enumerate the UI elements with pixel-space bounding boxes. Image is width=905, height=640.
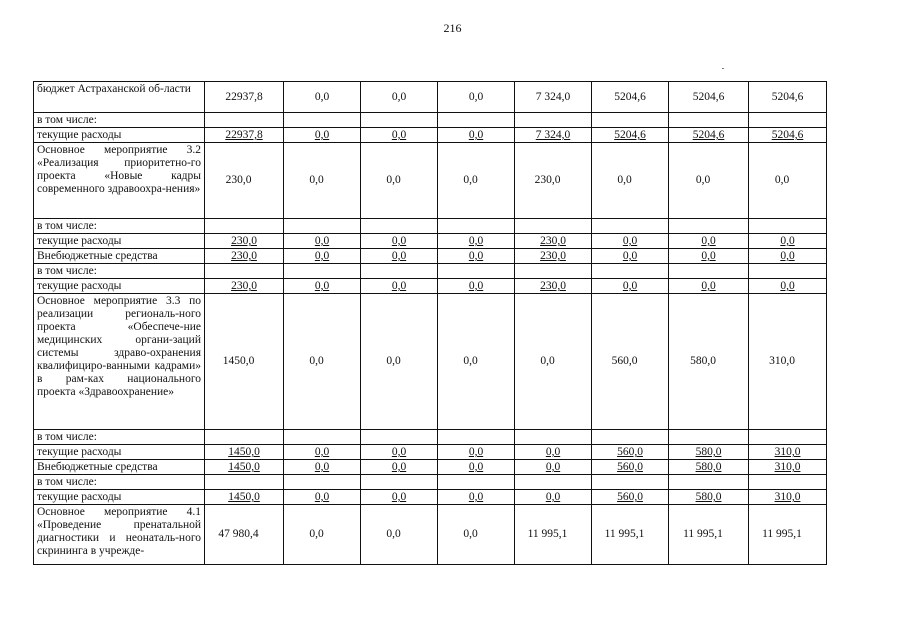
row-label: Основное мероприятие 4.1 «Проведение пренатальной диагностики и неонаталь-ного скрининга в учрежде- <box>34 505 205 565</box>
value-cell <box>284 264 361 279</box>
row-label: Основное мероприятие 3.3 по реализации региональ-ного проекта «Обеспече-ние медицинских органи-заций системы здраво-охранения квалифициро-ванными кадрами» в рам-ках национального проекта «Здравоохранение» <box>34 294 205 430</box>
value-cell <box>361 113 438 128</box>
value-cell: 310,0 <box>749 460 827 475</box>
row-label: Внебюджетные средства <box>34 249 205 264</box>
value-cell: 11 995,1 <box>592 505 669 565</box>
value-cell <box>284 430 361 445</box>
value-cell <box>592 475 669 490</box>
scan-speck <box>722 68 724 69</box>
value-cell <box>284 113 361 128</box>
value-cell: 0,0 <box>361 460 438 475</box>
value-cell <box>361 430 438 445</box>
value-cell <box>592 219 669 234</box>
value-cell <box>669 113 749 128</box>
value-cell <box>515 475 592 490</box>
value-cell <box>205 475 284 490</box>
budget-table <box>33 81 827 565</box>
value-cell: 0,0 <box>284 143 361 219</box>
value-cell: 5204,6 <box>592 128 669 143</box>
value-cell: 22937,8 <box>205 128 284 143</box>
value-cell: 230,0 <box>205 143 284 219</box>
value-cell: 0,0 <box>361 490 438 505</box>
value-cell: 230,0 <box>205 234 284 249</box>
value-cell: 310,0 <box>749 294 827 430</box>
value-cell: 7 324,0 <box>515 82 592 113</box>
value-cell: 5204,6 <box>592 82 669 113</box>
value-cell: 0,0 <box>438 460 515 475</box>
value-cell: 0,0 <box>438 279 515 294</box>
value-cell: 0,0 <box>284 279 361 294</box>
value-cell: 0,0 <box>438 490 515 505</box>
table-row <box>34 143 827 219</box>
value-cell: 0,0 <box>438 505 515 565</box>
value-cell: 0,0 <box>438 445 515 460</box>
value-cell: 0,0 <box>669 143 749 219</box>
table-row <box>34 113 827 128</box>
value-cell: 0,0 <box>749 234 827 249</box>
value-cell: 0,0 <box>749 143 827 219</box>
value-cell: 230,0 <box>205 249 284 264</box>
value-cell <box>515 113 592 128</box>
value-cell: 5204,6 <box>749 82 827 113</box>
value-cell: 230,0 <box>205 279 284 294</box>
value-cell: 0,0 <box>284 445 361 460</box>
table-row <box>34 430 827 445</box>
value-cell <box>205 264 284 279</box>
table-row <box>34 219 827 234</box>
value-cell: 11 995,1 <box>749 505 827 565</box>
value-cell: 230,0 <box>515 249 592 264</box>
value-cell: 0,0 <box>284 490 361 505</box>
value-cell: 580,0 <box>669 460 749 475</box>
value-cell: 0,0 <box>438 234 515 249</box>
value-cell <box>361 219 438 234</box>
value-cell: 0,0 <box>438 294 515 430</box>
row-label: текущие расходы <box>34 234 205 249</box>
value-cell: 310,0 <box>749 490 827 505</box>
value-cell: 0,0 <box>284 234 361 249</box>
value-cell: 230,0 <box>515 279 592 294</box>
value-cell <box>749 264 827 279</box>
value-cell: 1450,0 <box>205 294 284 430</box>
row-label: в том числе: <box>34 430 205 445</box>
value-cell <box>205 113 284 128</box>
value-cell: 0,0 <box>592 143 669 219</box>
value-cell: 0,0 <box>515 445 592 460</box>
value-cell: 0,0 <box>361 234 438 249</box>
value-cell: 0,0 <box>515 294 592 430</box>
value-cell <box>669 475 749 490</box>
row-label: бюджет Астраханской об-ласти <box>34 82 205 113</box>
value-cell: 47 980,4 <box>205 505 284 565</box>
value-cell: 7 324,0 <box>515 128 592 143</box>
value-cell <box>205 219 284 234</box>
value-cell <box>515 264 592 279</box>
value-cell <box>438 219 515 234</box>
value-cell: 0,0 <box>361 143 438 219</box>
value-cell: 230,0 <box>515 234 592 249</box>
table-row <box>34 82 827 113</box>
value-cell: 0,0 <box>669 279 749 294</box>
value-cell: 310,0 <box>749 445 827 460</box>
value-cell <box>669 264 749 279</box>
row-label: текущие расходы <box>34 490 205 505</box>
value-cell: 0,0 <box>749 279 827 294</box>
value-cell <box>669 219 749 234</box>
value-cell <box>284 219 361 234</box>
value-cell: 0,0 <box>284 82 361 113</box>
value-cell: 0,0 <box>361 445 438 460</box>
value-cell: 0,0 <box>438 128 515 143</box>
value-cell: 0,0 <box>361 294 438 430</box>
value-cell: 0,0 <box>284 294 361 430</box>
value-cell: 0,0 <box>592 279 669 294</box>
value-cell: 0,0 <box>361 82 438 113</box>
value-cell: 580,0 <box>669 445 749 460</box>
value-cell: 0,0 <box>438 143 515 219</box>
value-cell <box>592 113 669 128</box>
value-cell: 580,0 <box>669 490 749 505</box>
value-cell: 0,0 <box>592 249 669 264</box>
value-cell: 11 995,1 <box>515 505 592 565</box>
table-row <box>34 505 827 565</box>
value-cell: 230,0 <box>515 143 592 219</box>
value-cell: 0,0 <box>284 249 361 264</box>
value-cell <box>361 475 438 490</box>
value-cell: 11 995,1 <box>669 505 749 565</box>
table-row <box>34 128 827 143</box>
value-cell: 0,0 <box>438 249 515 264</box>
value-cell: 0,0 <box>284 128 361 143</box>
value-cell <box>438 264 515 279</box>
row-label: Основное мероприятие 3.2 «Реализация приоритетно-го проекта «Новые кадры современного здравоохра-нения» <box>34 143 205 219</box>
value-cell <box>205 430 284 445</box>
value-cell: 560,0 <box>592 294 669 430</box>
value-cell <box>749 219 827 234</box>
value-cell: 560,0 <box>592 445 669 460</box>
value-cell: 5204,6 <box>669 128 749 143</box>
value-cell: 1450,0 <box>205 490 284 505</box>
value-cell: 560,0 <box>592 460 669 475</box>
table-row <box>34 279 827 294</box>
value-cell: 0,0 <box>592 234 669 249</box>
table-body <box>34 82 827 565</box>
value-cell: 0,0 <box>361 505 438 565</box>
value-cell: 0,0 <box>361 128 438 143</box>
row-label: текущие расходы <box>34 445 205 460</box>
value-cell: 0,0 <box>284 460 361 475</box>
table-row <box>34 490 827 505</box>
value-cell: 0,0 <box>438 82 515 113</box>
value-cell <box>749 430 827 445</box>
row-label: в том числе: <box>34 475 205 490</box>
value-cell <box>749 113 827 128</box>
table-row <box>34 234 827 249</box>
value-cell <box>515 430 592 445</box>
value-cell <box>515 219 592 234</box>
value-cell <box>438 430 515 445</box>
value-cell: 0,0 <box>749 249 827 264</box>
row-label: в том числе: <box>34 113 205 128</box>
row-label: текущие расходы <box>34 128 205 143</box>
table-row <box>34 460 827 475</box>
value-cell: 5204,6 <box>749 128 827 143</box>
value-cell: 1450,0 <box>205 445 284 460</box>
row-label: в том числе: <box>34 219 205 234</box>
value-cell: 0,0 <box>361 279 438 294</box>
value-cell <box>438 113 515 128</box>
table-row <box>34 249 827 264</box>
value-cell: 0,0 <box>361 249 438 264</box>
value-cell <box>361 264 438 279</box>
value-cell: 0,0 <box>515 460 592 475</box>
value-cell: 0,0 <box>284 505 361 565</box>
value-cell <box>749 475 827 490</box>
row-label: текущие расходы <box>34 279 205 294</box>
page-number: 216 <box>443 21 462 35</box>
table-row <box>34 294 827 430</box>
value-cell <box>669 430 749 445</box>
value-cell: 0,0 <box>515 490 592 505</box>
table-row <box>34 264 827 279</box>
value-cell <box>438 475 515 490</box>
row-label: Внебюджетные средства <box>34 460 205 475</box>
value-cell <box>284 475 361 490</box>
value-cell: 5204,6 <box>669 82 749 113</box>
row-label: в том числе: <box>34 264 205 279</box>
value-cell: 560,0 <box>592 490 669 505</box>
value-cell: 0,0 <box>669 234 749 249</box>
value-cell: 0,0 <box>669 249 749 264</box>
table-row <box>34 445 827 460</box>
value-cell <box>592 264 669 279</box>
value-cell <box>592 430 669 445</box>
table-row <box>34 475 827 490</box>
value-cell: 580,0 <box>669 294 749 430</box>
value-cell: 1450,0 <box>205 460 284 475</box>
value-cell: 22937,8 <box>205 82 284 113</box>
